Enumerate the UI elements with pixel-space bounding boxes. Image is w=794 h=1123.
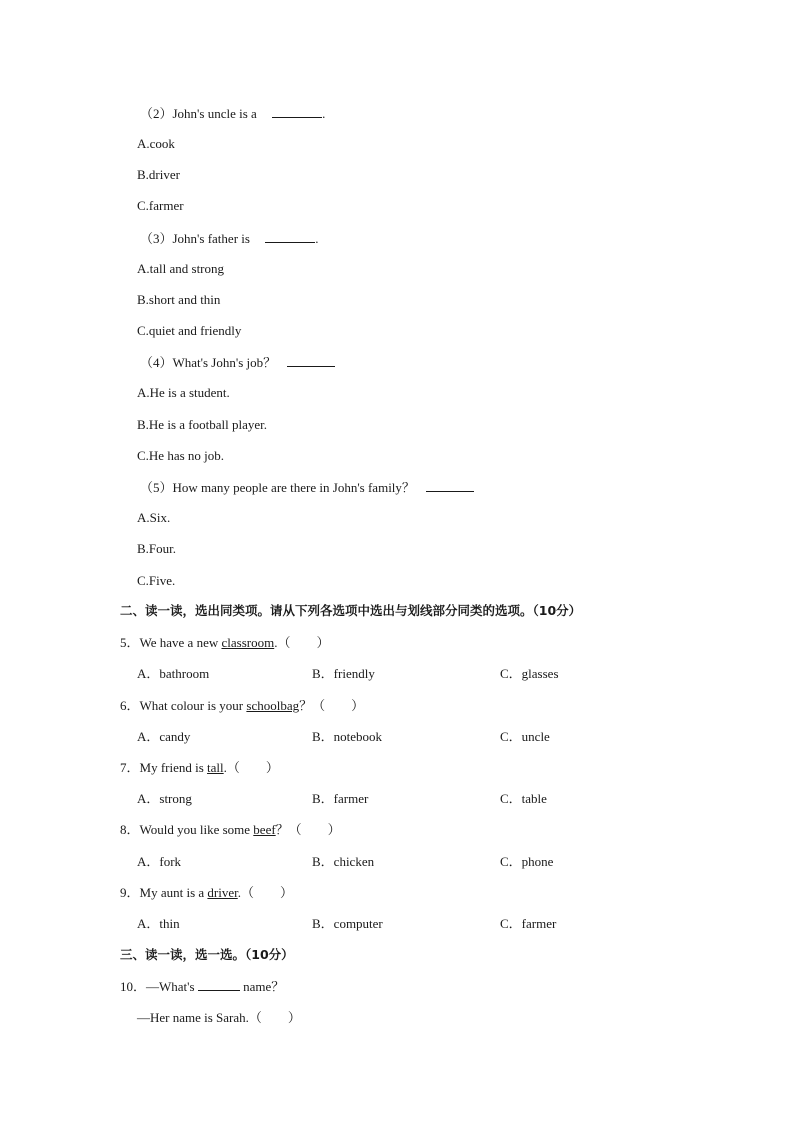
- punctuation: .: [322, 106, 326, 121]
- option-c[interactable]: C．glasses: [500, 666, 559, 681]
- question-stem: （3）John's father is: [140, 231, 250, 246]
- answer-blank[interactable]: [426, 479, 474, 492]
- question-item: [120, 885, 293, 901]
- answer-paren[interactable]: ？（ ）: [299, 698, 365, 713]
- question-3: [140, 230, 318, 247]
- option: C.farmer: [137, 198, 184, 213]
- answer-blank[interactable]: [265, 230, 315, 243]
- question-item: [120, 635, 329, 651]
- underlined-word: driver: [207, 885, 238, 900]
- option-c[interactable]: C．phone: [500, 854, 554, 869]
- question-text: —What's: [146, 979, 198, 994]
- answer-blank[interactable]: [198, 978, 240, 991]
- question-number: 10．: [120, 979, 147, 994]
- question-stem: （2）John's uncle is a: [140, 106, 257, 121]
- underlined-word: tall: [207, 760, 224, 775]
- option-a[interactable]: A．candy: [137, 729, 191, 744]
- option: C.He has no job.: [137, 448, 225, 463]
- question-number: 8．: [120, 822, 140, 837]
- answer-paren[interactable]: .（ ）: [274, 635, 330, 650]
- underlined-word: schoolbag: [246, 698, 300, 713]
- answer-paren[interactable]: .（ ）: [237, 885, 293, 900]
- option-b[interactable]: B．friendly: [312, 666, 375, 681]
- option-b[interactable]: B．computer: [312, 916, 383, 931]
- option-a[interactable]: A．strong: [137, 791, 192, 806]
- question-text: My aunt is a: [139, 885, 208, 900]
- option: B.He is a football player.: [137, 417, 267, 432]
- option-c[interactable]: C．table: [500, 791, 547, 806]
- underlined-word: classroom: [221, 635, 275, 650]
- section-heading: 三、读一读，选一选。（10分）: [120, 947, 294, 962]
- option: A.He is a student.: [137, 385, 230, 400]
- question-text: What colour is your: [139, 698, 247, 713]
- option: B.Four.: [137, 541, 177, 556]
- question-stem: （5）How many people are there in John's family？: [140, 480, 415, 495]
- option-a[interactable]: A．fork: [137, 854, 182, 869]
- option: C.quiet and friendly: [137, 323, 242, 338]
- answer-paren[interactable]: .（ ）: [223, 760, 279, 775]
- answer-blank[interactable]: [272, 105, 322, 118]
- question-5: [140, 479, 474, 496]
- option: C.Five.: [137, 573, 176, 588]
- option: B.short and thin: [137, 292, 221, 307]
- question-text: My friend is: [139, 760, 208, 775]
- question-number: 5．: [120, 635, 140, 650]
- question-text: Would you like some: [139, 822, 254, 837]
- option-a[interactable]: A．bathroom: [137, 666, 210, 681]
- option-b[interactable]: B．chicken: [312, 854, 375, 869]
- option-c[interactable]: C．uncle: [500, 729, 550, 744]
- question-text-end: name？: [239, 979, 285, 994]
- question-4: [140, 354, 335, 371]
- answer-blank[interactable]: [287, 354, 335, 367]
- question-number: 9．: [120, 885, 140, 900]
- option: A.Six.: [137, 510, 171, 525]
- question-text: We have a new: [139, 635, 222, 650]
- option-b[interactable]: B．farmer: [312, 791, 369, 806]
- question-number: 7．: [120, 760, 140, 775]
- answer-line[interactable]: —Her name is Sarah.（ ）: [137, 1010, 301, 1025]
- option-b[interactable]: B．notebook: [312, 729, 383, 744]
- punctuation: .: [315, 231, 319, 246]
- question-item: [120, 822, 341, 838]
- question-item: [120, 698, 364, 714]
- option: A.cook: [137, 136, 175, 151]
- option: A.tall and strong: [137, 261, 225, 276]
- underlined-word: beef: [253, 822, 276, 837]
- option-c[interactable]: C．farmer: [500, 916, 557, 931]
- option: B.driver: [137, 167, 180, 182]
- answer-paren[interactable]: ？（ ）: [275, 822, 341, 837]
- question-stem: （4）What's John's job？: [140, 355, 277, 370]
- question-2: [140, 105, 325, 122]
- question-number: 6．: [120, 698, 140, 713]
- question-10: [120, 978, 284, 995]
- option-a[interactable]: A．thin: [137, 916, 180, 931]
- question-item: [120, 760, 279, 776]
- section-heading: 二、读一读，选出同类项。请从下列各选项中选出与划线部分同类的选项。（10分）: [120, 603, 582, 618]
